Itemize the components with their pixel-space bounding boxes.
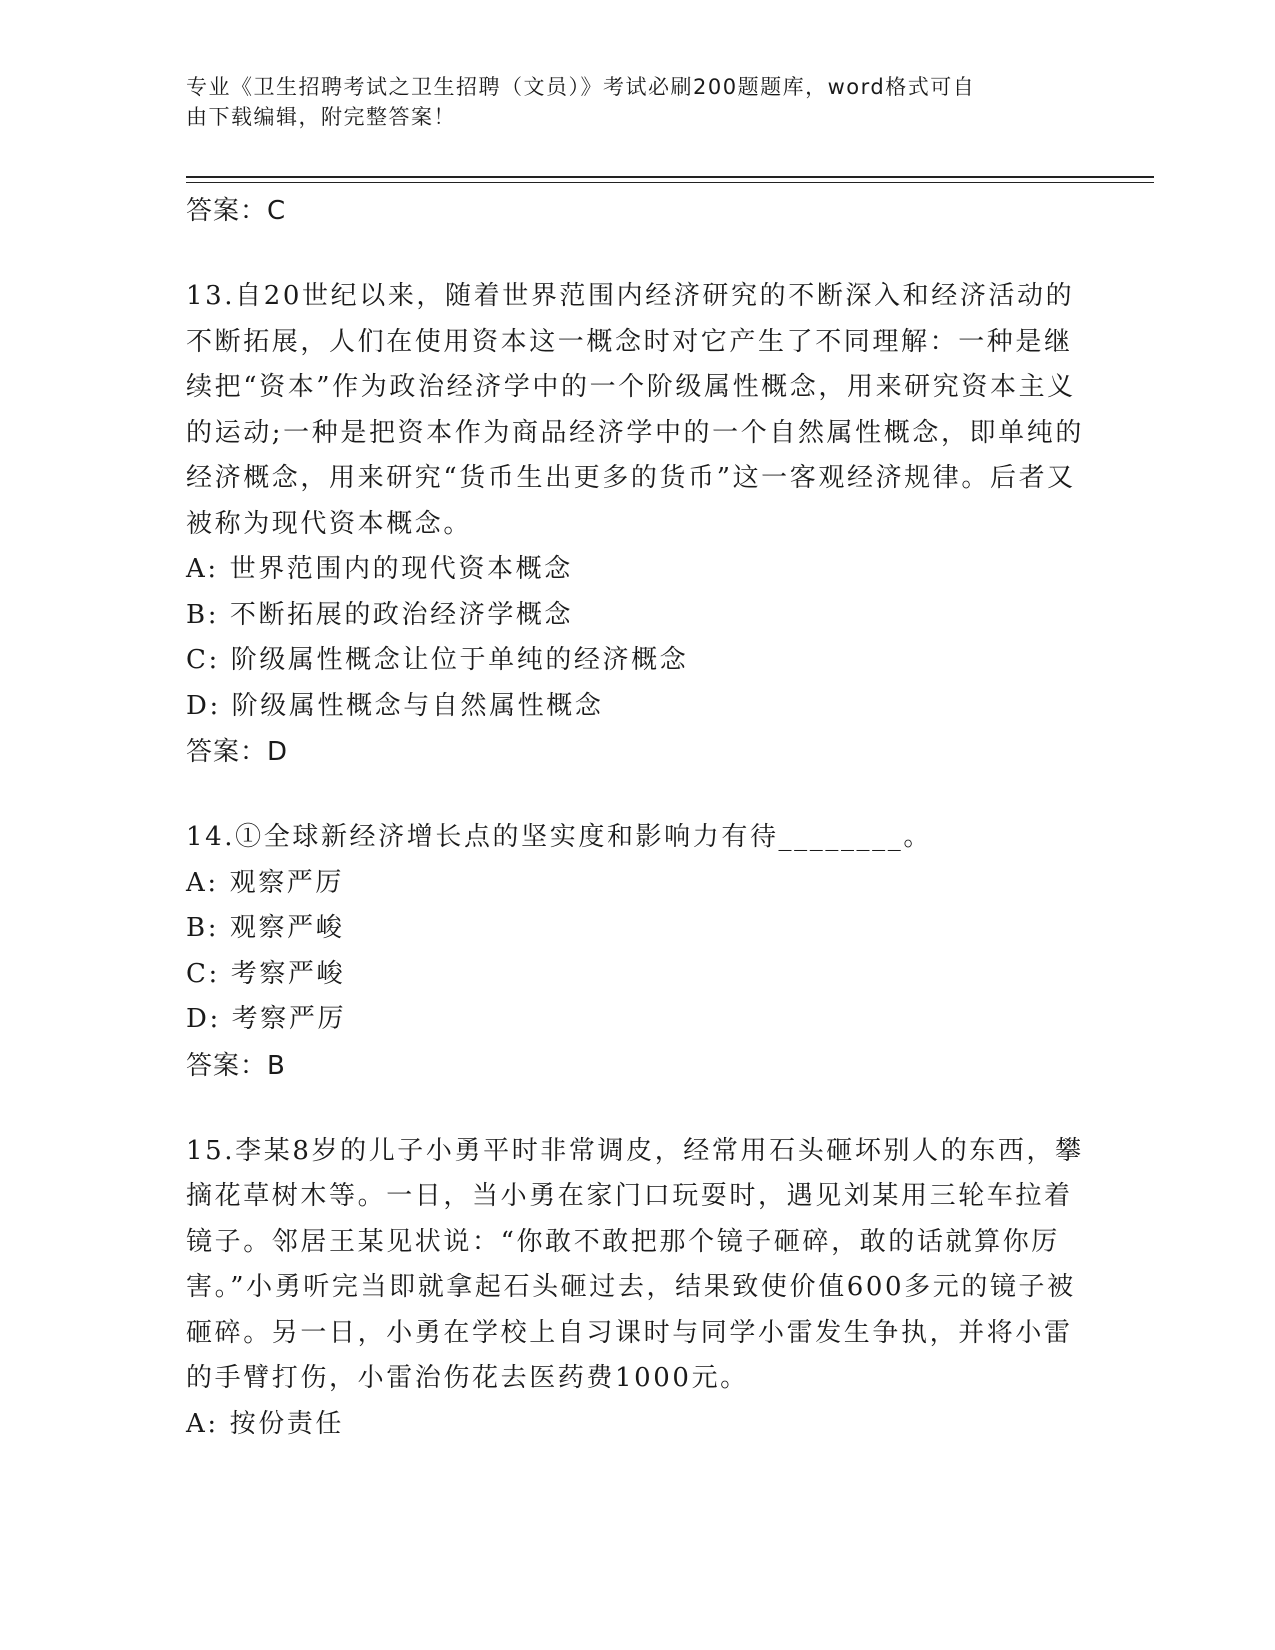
option-d: D: 考察严厉 — [186, 1004, 347, 1034]
option-b: B: 观察严峻 — [186, 913, 345, 943]
header-line-2: 由下载编辑，附完整答案！ — [186, 105, 456, 129]
question-answer: 答案：B — [186, 1050, 286, 1081]
option-a: A: 按份责任 — [186, 1408, 345, 1439]
question-answer: 答案：D — [186, 737, 289, 767]
question-15 — [186, 1129, 1086, 1448]
option-a: A: 世界范围内的现代资本概念 — [186, 554, 573, 584]
option-d: D: 阶级属性概念与自然属性概念 — [186, 690, 604, 721]
question-stem: 14.①全球新经济增长点的坚实度和影响力有待________。 — [186, 822, 932, 852]
header-divider-thick — [186, 176, 1154, 178]
option-c: C: 阶级属性概念让位于单纯的经济概念 — [186, 645, 689, 675]
previous-answer: 答案：C — [186, 196, 287, 226]
option-c: C: 考察严峻 — [186, 958, 346, 989]
question-14 — [186, 815, 1086, 1089]
question-13 — [186, 274, 1086, 775]
header-divider-thin — [186, 182, 1154, 183]
header-line-1: 专业《卫生招聘考试之卫生招聘（文员）》考试必刷200题题库，word格式可自 — [186, 75, 976, 99]
document-header — [186, 72, 1066, 132]
question-stem: 15.李某8岁的儿子小勇平时非常调皮，经常用石头砸坏别人的东西，攀摘花草树木等。一日，当小勇在家门口玩耍时，遇见刘某用三轮车拉着镜子。邻居王某见状说：“你敢不敢把那个镜子砸碎，敢的话就算你厉害。”小勇听完当即就拿起石头砸过去，结果致使价值600多元的镜子被砸碎。另一日，小勇在学校上自习课时与同学小雷发生争执，并将小雷的手臂打伤，小雷治伤花去医药费1000元。 — [186, 1135, 1084, 1393]
question-content — [186, 188, 1086, 1447]
option-a: A: 观察严厉 — [186, 867, 345, 898]
option-b: B: 不断拓展的政治经济学概念 — [186, 599, 574, 630]
question-stem: 13.自20世纪以来，随着世界范围内经济研究的不断深入和经济活动的不断拓展，人们在使用资本这一概念时对它产生了不同理解：一种是继续把“资本”作为政治经济学中的一个阶级属性概念，用来研究资本主义的运动;一种是把资本作为商品经济学中的一个自然属性概念，即单纯的经济概念，用来研究“货币生出更多的货币”这一客观经济规律。后者又被称为现代资本概念。 — [186, 281, 1084, 539]
